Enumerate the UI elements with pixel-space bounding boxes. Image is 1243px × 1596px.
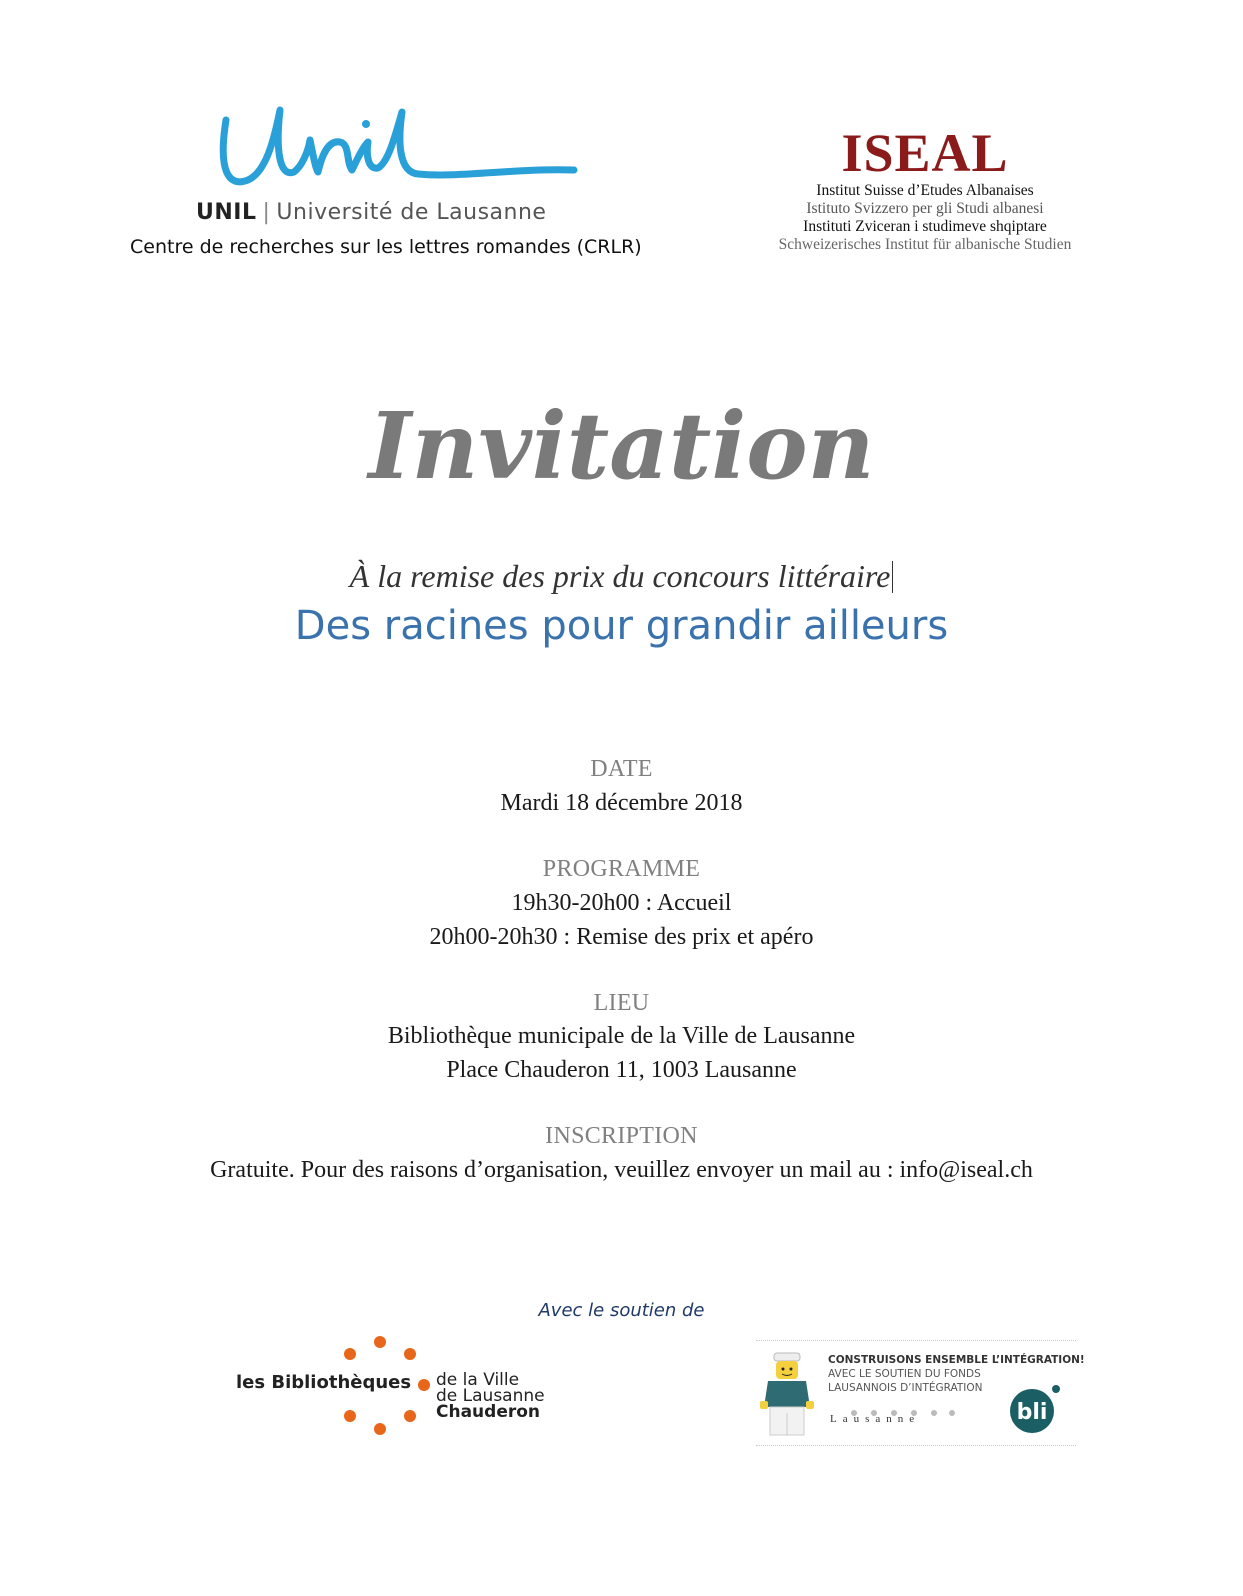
contest-name: Des racines pour grandir ailleurs: [294, 603, 949, 649]
lego-figure-icon: [756, 1351, 820, 1439]
bli-line1: CONSTRUISONS ENSEMBLE L’INTÉGRATION!: [828, 1354, 1085, 1366]
programme-label: PROGRAMME: [542, 856, 701, 882]
text-cursor: [892, 561, 893, 593]
unil-acronym: UNIL: [196, 200, 257, 225]
unil-separator: |: [262, 200, 271, 225]
date-label: DATE: [590, 756, 653, 782]
unil-logo: [128, 100, 642, 270]
lieu-line: Bibliothèque municipale de la Ville de Lausanne: [387, 1023, 856, 1049]
iseal-acronym: ISEAL: [841, 123, 1009, 183]
inscription-label: INSCRIPTION: [545, 1123, 698, 1149]
lieu-line: Place Chauderon 11, 1003 Lausanne: [446, 1057, 797, 1083]
iseal-line-de: Schweizerisches Institut für albanische Studien: [778, 236, 1072, 253]
date-value: Mardi 18 décembre 2018: [500, 790, 743, 816]
lieu-label: LIEU: [593, 990, 650, 1016]
programme-item: 19h30-20h00 : Accueil: [511, 890, 732, 916]
bibliotheques-name: les Bibliothèques: [236, 1372, 412, 1393]
bibliotheques-location: [436, 1372, 545, 1420]
unil-name-line: [196, 200, 546, 225]
support-label: Avec le soutien de: [538, 1300, 705, 1321]
iseal-line-fr: Institut Suisse d’Etudes Albanaises: [816, 182, 1034, 199]
bli-line3: LAUSANNOIS D’INTÉGRATION: [828, 1382, 983, 1394]
inscription-text: Gratuite. Pour des raisons d’organisation, veuillez envoyer un mail au : info@iseal.ch: [210, 1157, 1033, 1183]
biblio-line1: de la Ville: [436, 1370, 520, 1390]
bli-badge-text: bli: [1016, 1400, 1048, 1425]
biblio-line2: de Lausanne: [436, 1386, 545, 1406]
bli-city: Lausanne: [830, 1413, 921, 1425]
bli-badge-icon: [1006, 1381, 1062, 1437]
programme-item: 20h00-20h30 : Remise des prix et apéro: [429, 924, 814, 950]
subtitle-text: À la remise des prix du concours littéraire: [349, 558, 891, 594]
bli-logo: [756, 1340, 1085, 1446]
unil-fullname: Université de Lausanne: [276, 200, 547, 225]
iseal-line-sq: Instituti Zviceran i studimeve shqiptare: [803, 218, 1047, 235]
iseal-logo: [760, 124, 1090, 264]
bli-badge: [1006, 1381, 1062, 1442]
subtitle: [0, 558, 1243, 595]
unil-script-logo-icon: [218, 100, 618, 195]
bibliotheques-logo: [228, 1330, 558, 1440]
page-title: Invitation: [368, 392, 875, 500]
biblio-line3: Chauderon: [436, 1402, 541, 1422]
bli-line2: AVEC LE SOUTIEN DU FONDS: [828, 1368, 981, 1380]
iseal-line-it: Istituto Svizzero per gli Studi albanesi: [806, 200, 1044, 217]
unil-center-name: Centre de recherches sur les lettres romandes (CRLR): [130, 236, 642, 258]
